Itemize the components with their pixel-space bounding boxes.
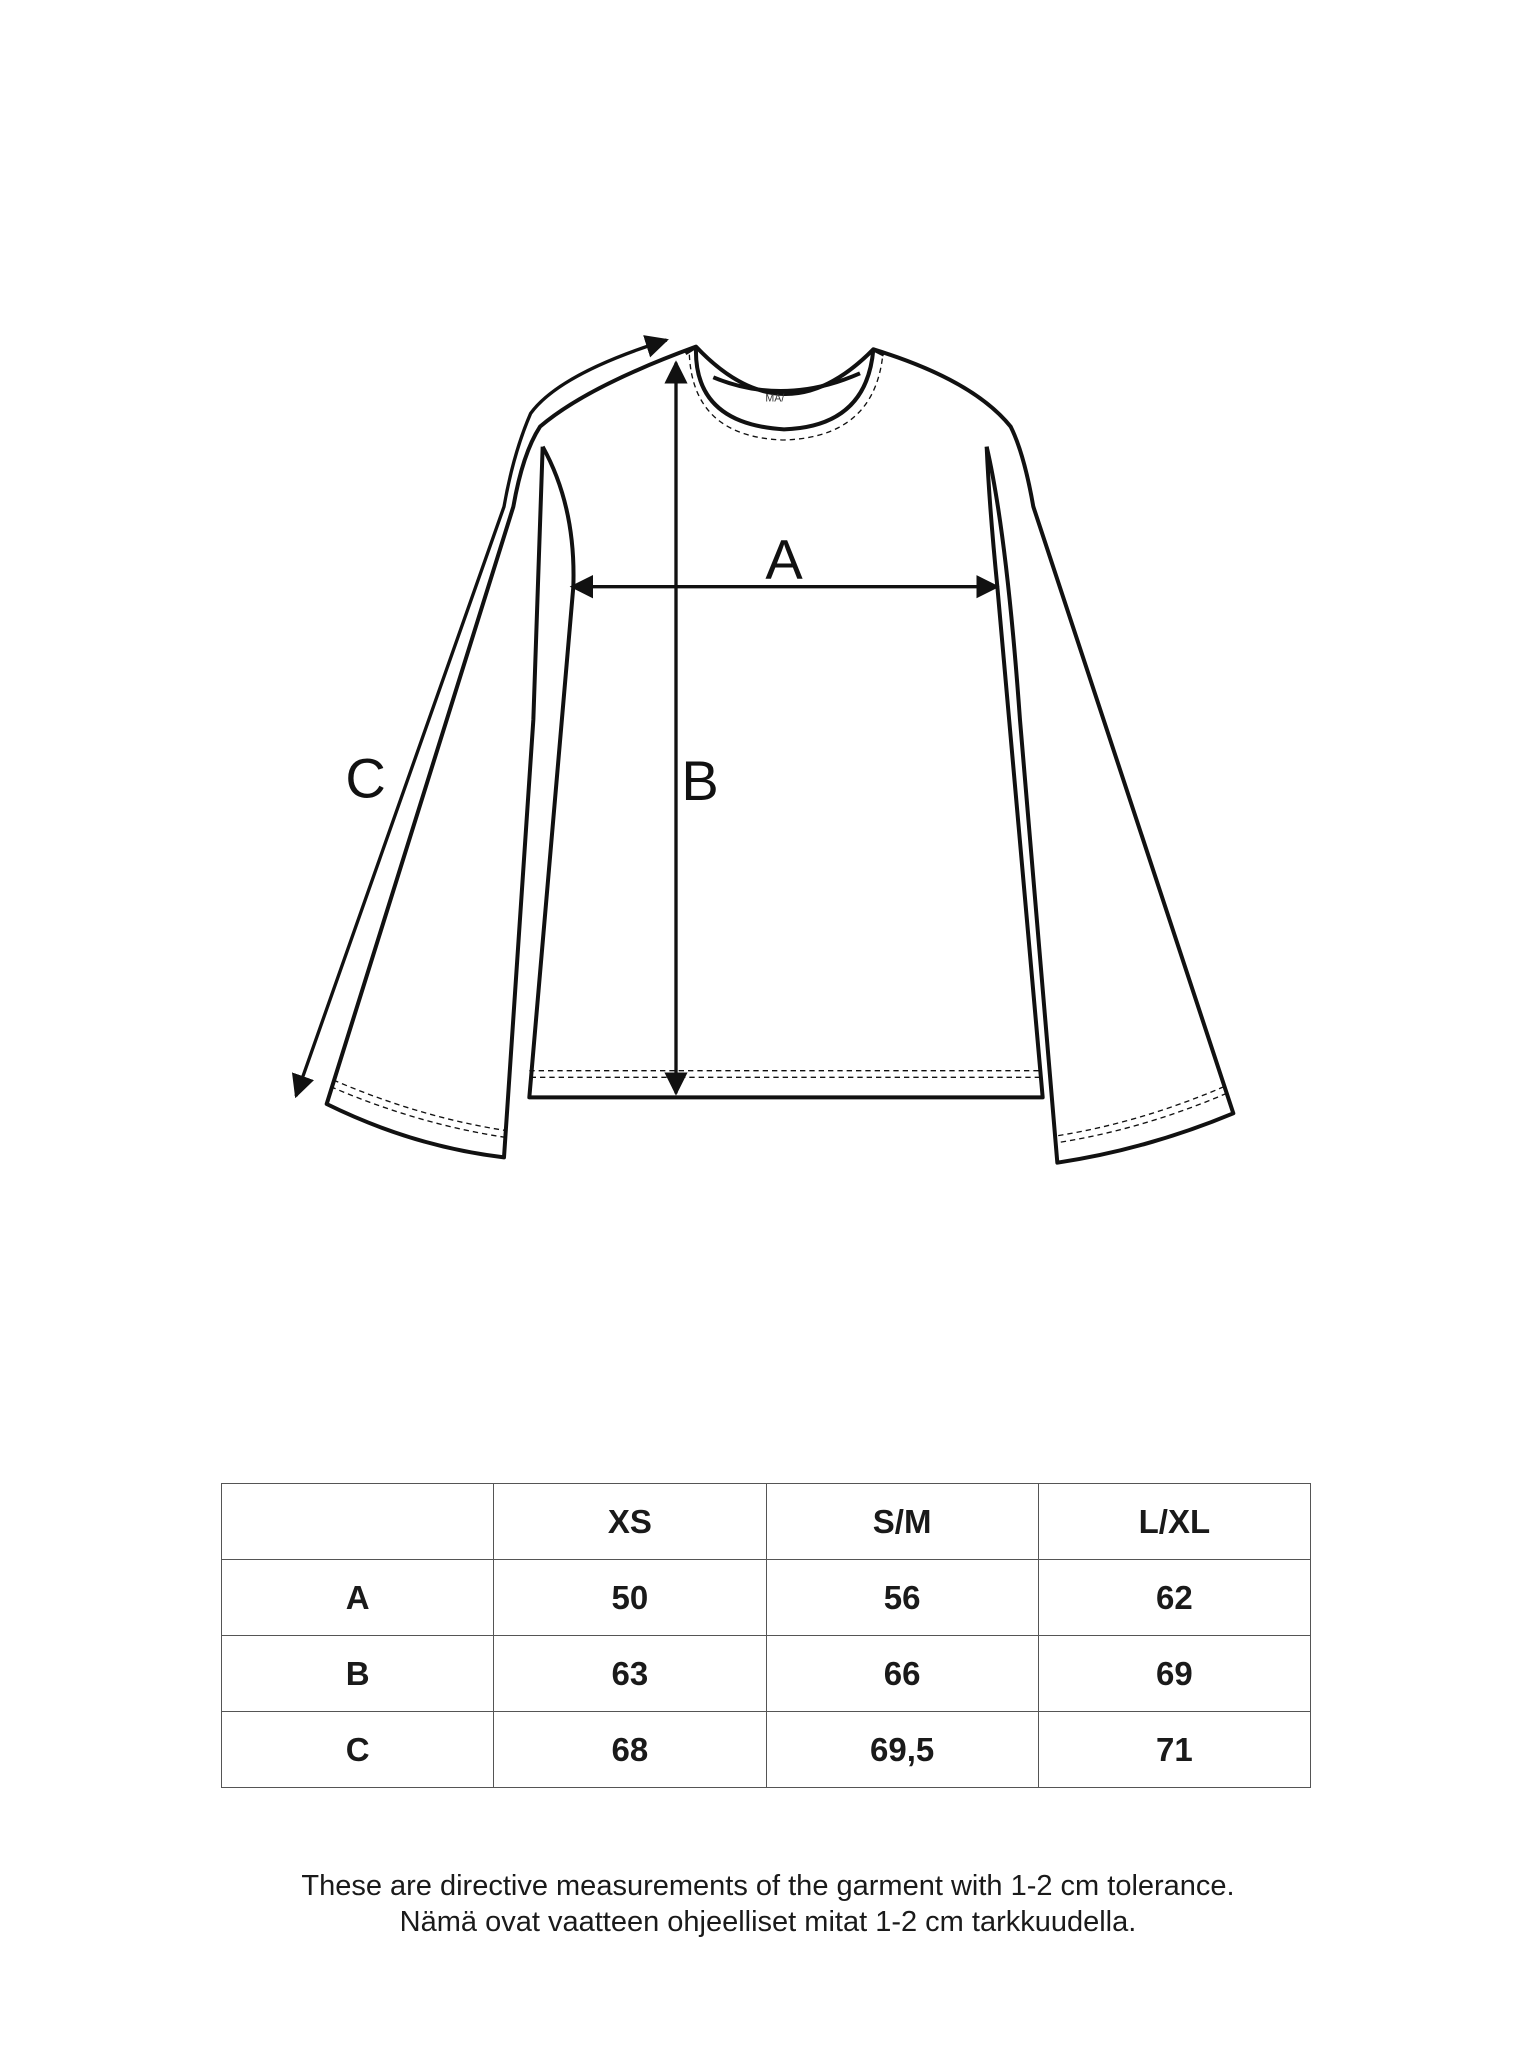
measurement-arrows (296, 340, 997, 1096)
label-b: B (681, 749, 719, 812)
label-a: A (765, 527, 803, 591)
table-row (222, 1636, 1311, 1712)
note-finnish: Nämä ovat vaatteen ohjeelliset mitat 1-2 cm tarkkuudella. (399, 1906, 1137, 1938)
table-row (222, 1560, 1311, 1636)
table-cell: 71 (1038, 1712, 1310, 1788)
table-cell: 69 (1038, 1636, 1310, 1712)
label-c: C (345, 746, 386, 810)
table-row (222, 1712, 1311, 1788)
header-cell: XS (494, 1484, 766, 1560)
table-cell: 62 (1038, 1560, 1310, 1636)
table-cell: 68 (494, 1712, 766, 1788)
size-table (221, 1483, 1311, 1788)
row-label: A (222, 1560, 494, 1636)
neck-brand-label: MA/ (765, 392, 785, 405)
header-cell: L/XL (1038, 1484, 1310, 1560)
arrow-c (296, 340, 667, 1096)
table-cell: 69,5 (766, 1712, 1038, 1788)
note-english: These are directive measurements of the garment with 1-2 cm tolerance. (301, 1870, 1235, 1902)
row-label: C (222, 1712, 494, 1788)
table-cell: 56 (766, 1560, 1038, 1636)
header-cell (222, 1484, 494, 1560)
table-cell: 66 (766, 1636, 1038, 1712)
row-label: B (222, 1636, 494, 1712)
table-cell: 50 (494, 1560, 766, 1636)
table-cell: 63 (494, 1636, 766, 1712)
sweater-outline (327, 347, 1234, 1163)
header-cell: S/M (766, 1484, 1038, 1560)
table-header-row (222, 1484, 1311, 1560)
